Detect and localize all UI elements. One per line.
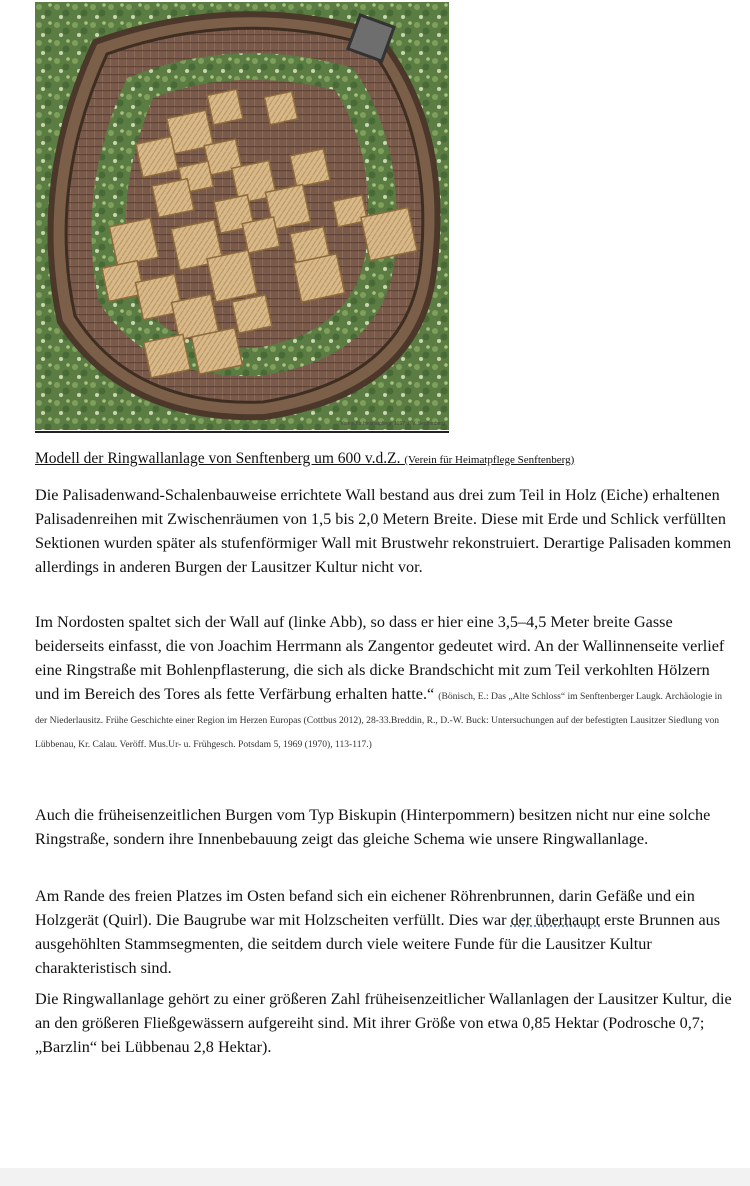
caption-source: (Verein für Heimatpflege Senftenberg) xyxy=(404,454,575,466)
ringwall-model-photo xyxy=(35,2,449,430)
reference-citation: (Bönisch, E.: Das „Alte Schloss“ im Senftenberger Laugk. Archäologie in der Niederlausitz. Frühe Geschichte einer Region im Herzen Europas (Cottbus 2012), 28-33.Breddin, R., D.-W. Buck: Untersuchungen auf der befestigten Lausitzer Siedlung von Lübbenau, Kr. Calau. Veröff. Mus.Ur- u. Frühgesch. Potsdam 5, 1969 (1970), 113-117.) xyxy=(35,691,723,750)
caption-text: Modell der Ringwallanlage von Senftenberg um 600 v.d.Z. xyxy=(35,450,401,467)
paragraph-biskupin: Auch die früheisenzeitlichen Burgen vom Typ Biskupin (Hinterpommern) besitzen nicht nur eine solche Ringstraße, sondern ihre Innenbebauung zeigt das gleiche Schema wie unsere Ringwallanlage. xyxy=(35,806,711,848)
paragraph-ringwall-size: Die Ringwallanlage gehört zu einer größeren Zahl früheisenzeitlicher Wallanlagen der Lausitzer Kultur, die an den größeren Fließgewässern aufgereiht sind. Mit ihrer Größe von etwa 0,85 Hektar (Podrosche 0,7; „Barzlin“ bei Lübbenau 2,8 Hektar). xyxy=(35,990,732,1056)
figure-caption xyxy=(35,450,735,468)
paragraph-northeast-gate xyxy=(35,610,735,754)
paragraph-northeast-gate-text: Im Nordosten spaltet sich der Wall auf (linke Abb), so dass er hier eine 3,5–4,5 Meter breite Gasse beiderseits einfasst, die von Joachim Herrmann als Zangentor gedeutet wird. An der Wallinnenseite verlief eine Ringstraße mit Bohlenpflasterung, die sich als dicke Brandschicht mit zum Teil verkohlten Hölzern und im Bereich des Tores als fette Verfärbung erhalten hatte.“ xyxy=(35,613,725,703)
caption-divider xyxy=(35,431,449,433)
spellcheck-marked-text: der überhaupt xyxy=(510,911,601,929)
paragraph-well xyxy=(35,884,735,980)
bottom-bar xyxy=(0,1168,750,1186)
photo-credit: Verein für Heimatpflege 1997 u. V. Senftenberg xyxy=(340,421,445,427)
paragraph-well-text-a: Am Rande des freien Platzes im Osten befand sich ein eichener Röhrenbrunnen, darin Gefäße und ein Holzgerät (Quirl). Die Baugrube war mit Holzscheiten verfüllt. Dies war xyxy=(35,887,695,929)
paragraph-well-text-c: erste Brunnen aus ausgehöhlten Stammsegmenten, die seitdem durch viele weitere Funde für die Lausitzer Kultur charakteristisch sind. xyxy=(35,911,721,977)
paragraph-palisade-wall: Die Palisadenwand-Schalenbauweise errichtete Wall bestand aus drei zum Teil in Holz (Eiche) erhaltenen Palisadenreihen mit Zwischenräumen von 1,5 bis 2,0 Metern Breite. Diese mit Erde und Schlick verfüllten Sektionen wurden später als stufenförmiger Wall mit Brustwehr rekonstruiert. Derartige Palisaden kommen allerdings in anderen Burgen der Lausitzer Kultur nicht vor. xyxy=(35,486,732,576)
